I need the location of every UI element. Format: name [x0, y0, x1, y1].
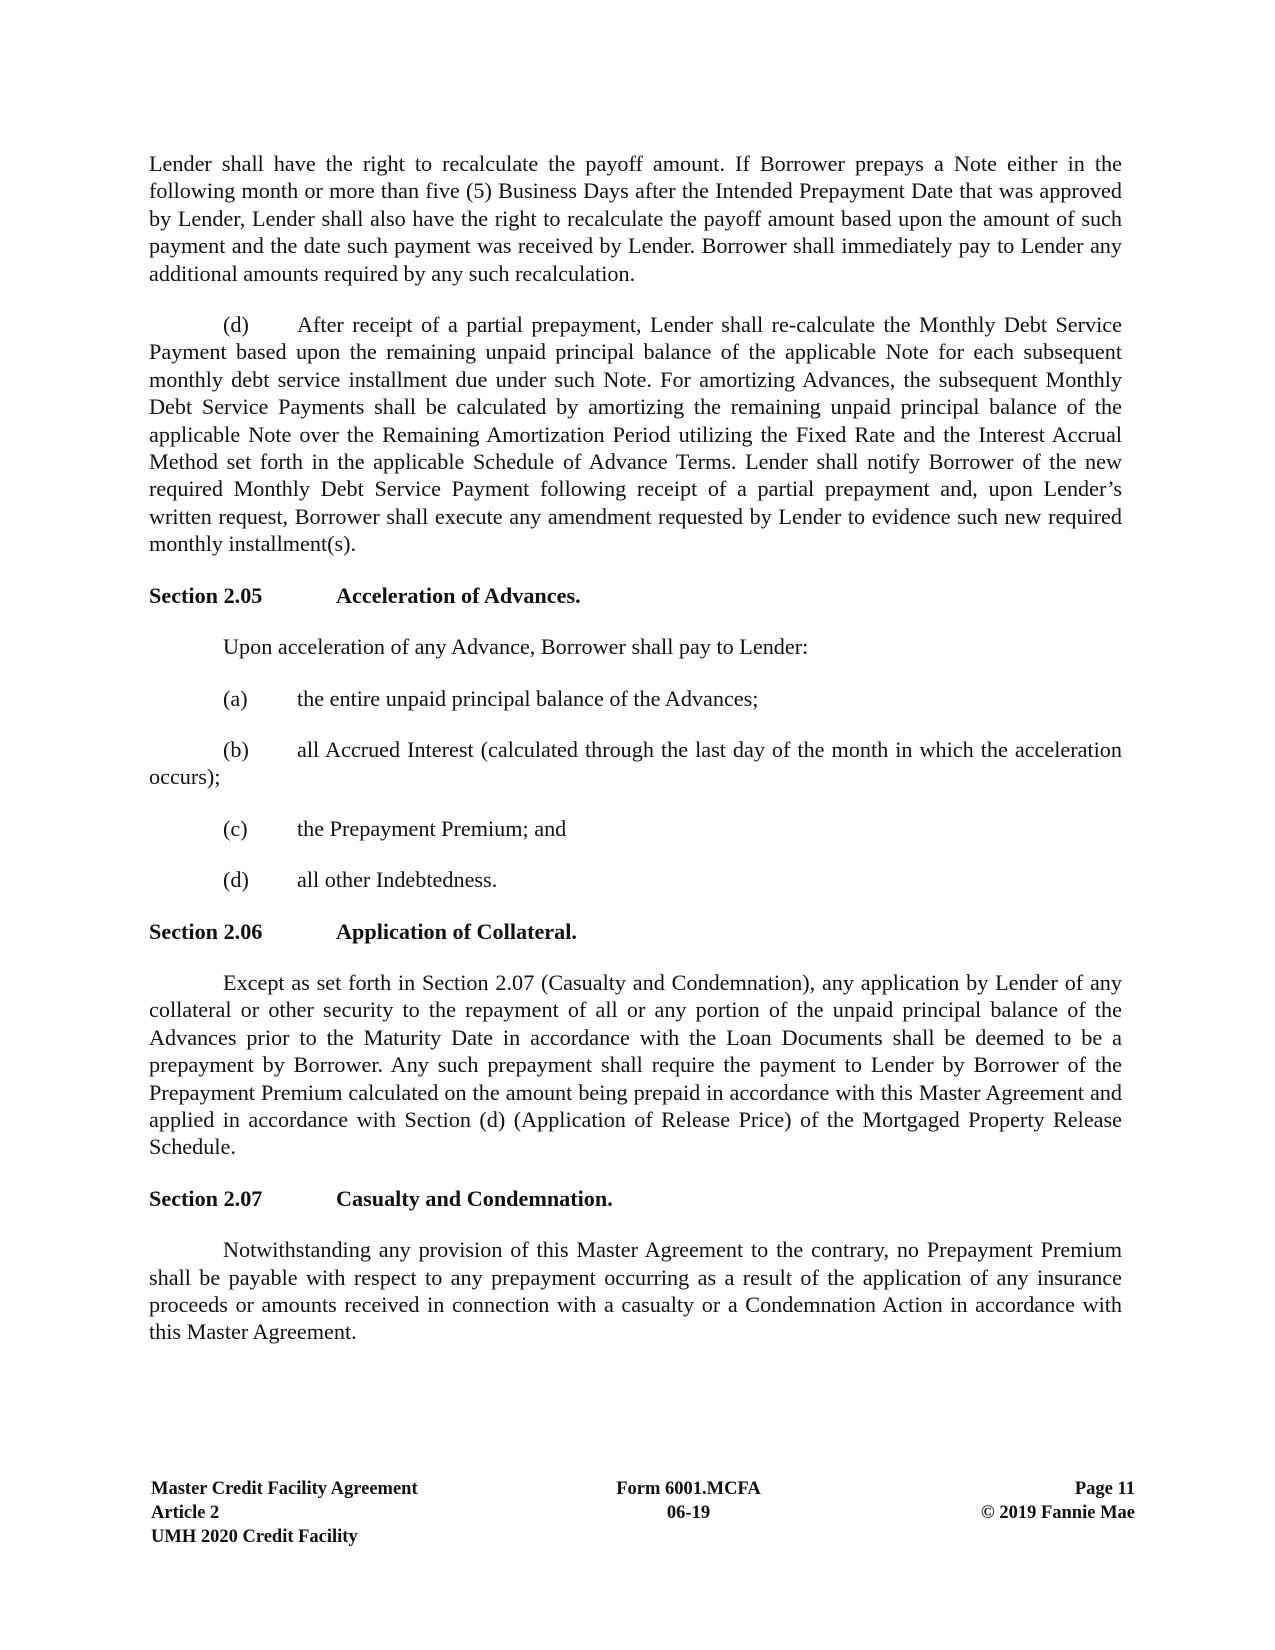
footer-left: [151, 1477, 418, 1549]
section-2-06-text: Except as set forth in Section 2.07 (Casualty and Condemnation), any application by Lender of any collateral or other security to the repayment of all or any portion of the unpaid principal balance of the Advances prior to the Maturity Date in accordance with the Loan Documents shall be deemed to be a prepayment by Borrower. Any such prepayment shall require the payment to Lender by Borrower of the Prepayment Premium calculated on the amount being prepaid in accordance with this Master Agreement and applied in accordance with Section (d) (Application of Release Price) of the Mortgaged Property Release Schedule.: [149, 969, 1122, 1160]
footer-form-date: 06-19: [666, 1503, 711, 1523]
section-2-05-heading: [149, 582, 1122, 609]
list-item-label: (a): [223, 685, 248, 711]
footer-right: [981, 1477, 1135, 1525]
list-item-label: (d): [223, 867, 249, 893]
paragraph-d-label: (d): [223, 312, 249, 338]
section-2-07-heading: [149, 1185, 1122, 1212]
section-title: Acceleration of Advances.: [336, 582, 581, 608]
paragraph-d-text: After receipt of a partial prepayment, Lender shall re-calculate the Monthly Debt Service Payment based upon the remaining unpaid principal balance of the applicable Note for each subsequent monthly debt service installment due under such Note. For amortizing Advances, the subsequent Monthly Debt Service Payments shall be calculated by amortizing the remaining unpaid principal balance of the applicable Note over the Remaining Amortization Period utilizing the Fixed Rate and the Interest Accrual Method set forth in the applicable Schedule of Advance Terms. Lender shall notify Borrower of the new required Monthly Debt Service Payment following receipt of a partial prepayment and, upon Lender’s written request, Borrower shall execute any amendment requested by Lender to evidence such new required monthly installment(s).: [149, 312, 1122, 557]
list-item-text: the entire unpaid principal balance of the Advances;: [297, 685, 759, 711]
footer-agreement-title: Master Credit Facility Agreement: [151, 1479, 418, 1499]
list-item-d: [149, 866, 1122, 893]
footer-article: Article 2: [151, 1503, 220, 1523]
footer-copyright: © 2019 Fannie Mae: [980, 1503, 1135, 1523]
list-item-text: all other Indebtedness.: [297, 867, 498, 893]
section-number: Section 2.05: [149, 582, 263, 608]
paragraph-c-continuation: Lender shall have the right to recalculate the payoff amount. If Borrower prepays a Note either in the following month or more than five (5) Business Days after the Intended Prepayment Date that was approved by Lender, Lender shall also have the right to recalculate the payoff amount based upon the amount of such payment and the date such payment was received by Lender. Borrower shall immediately pay to Lender any additional amounts required by any such recalculation.: [149, 151, 1122, 286]
document-body: [149, 150, 1122, 1370]
list-item-label: (b): [223, 736, 249, 762]
section-number: Section 2.07: [149, 1185, 263, 1211]
section-title: Casualty and Condemnation.: [336, 1185, 613, 1211]
list-item-b: [149, 736, 1122, 791]
list-item-text: the Prepayment Premium; and: [297, 815, 567, 841]
list-item-a: [149, 685, 1122, 712]
paragraph-d: [149, 311, 1122, 558]
section-2-07-text: Notwithstanding any provision of this Master Agreement to the contrary, no Prepayment Premium shall be payable with respect to any prepayment occurring as a result of the application of any insurance proceeds or amounts received in connection with a casualty or a Condemnation Action in accordance with this Master Agreement.: [149, 1237, 1122, 1345]
section-2-05-intro: Upon acceleration of any Advance, Borrower shall pay to Lender:: [223, 634, 809, 660]
list-item-c: [149, 815, 1122, 842]
footer-page-number: Page 11: [1074, 1479, 1135, 1499]
footer-facility-name: UMH 2020 Credit Facility: [151, 1527, 358, 1547]
section-number: Section 2.06: [149, 918, 263, 944]
footer-form-number: Form 6001.MCFA: [616, 1479, 761, 1499]
footer-center: [601, 1477, 776, 1525]
section-2-06-heading: [149, 918, 1122, 945]
section-title: Application of Collateral.: [336, 918, 577, 944]
list-item-label: (c): [223, 815, 248, 841]
list-item-text: all Accrued Interest (calculated through the last day of the month in which the acceleration occurs);: [149, 736, 1122, 790]
